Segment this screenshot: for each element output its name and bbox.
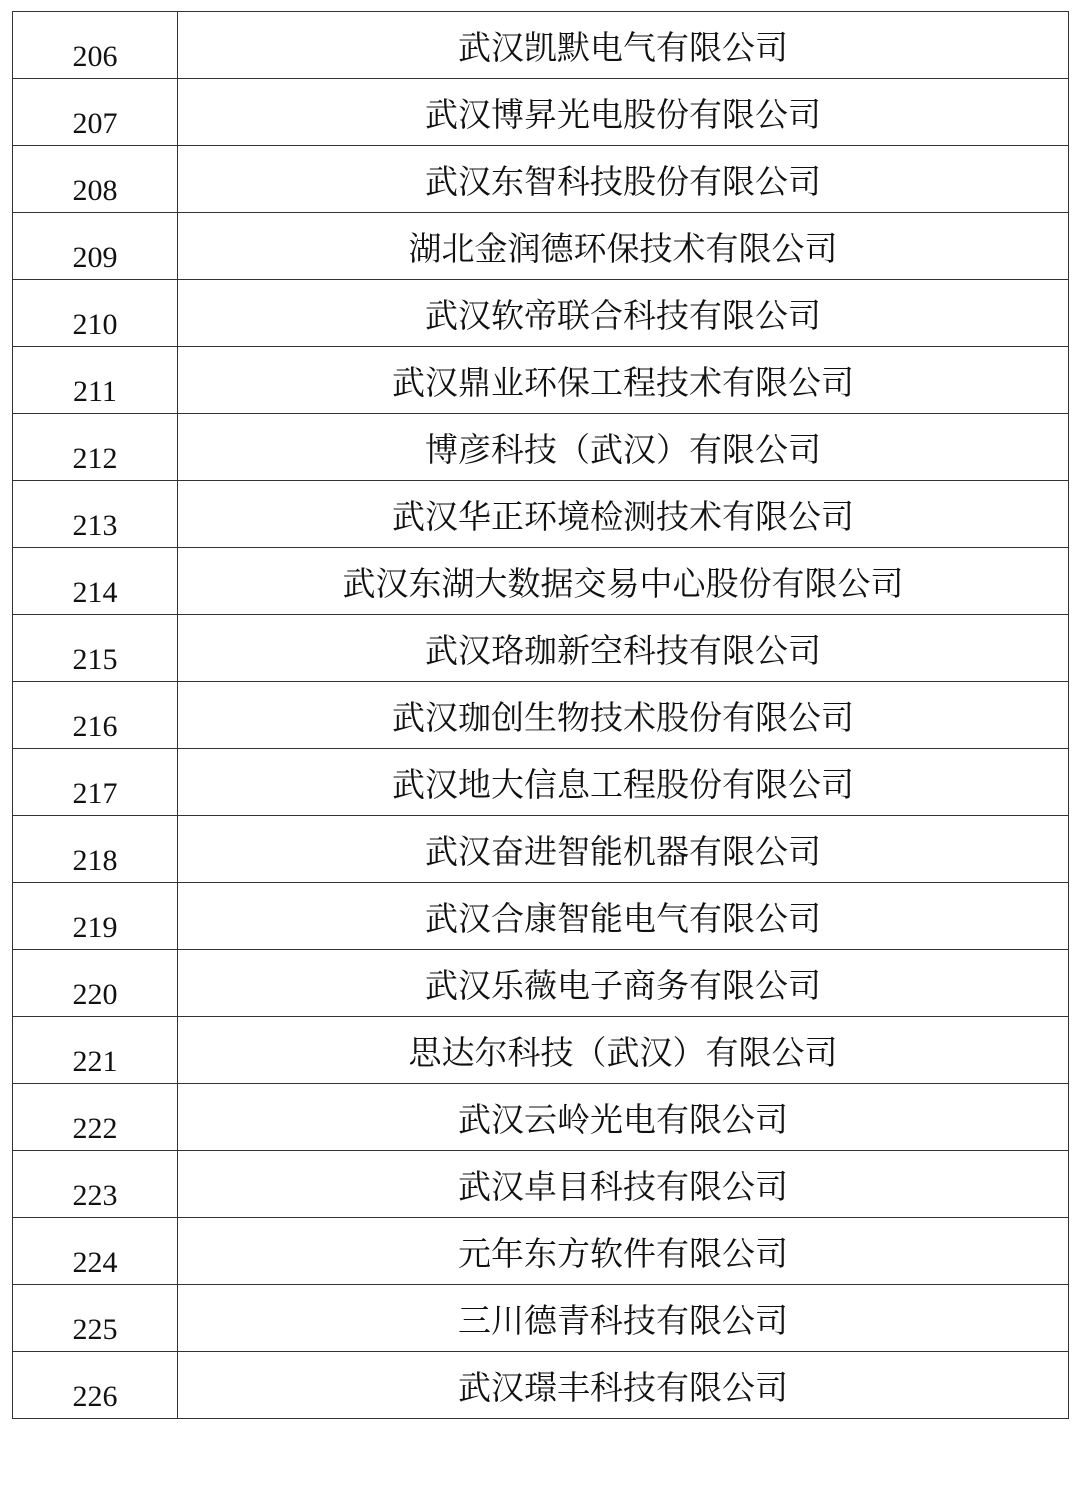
row-number-cell: 221 <box>13 1017 178 1084</box>
company-name-cell: 武汉合康智能电气有限公司 <box>178 883 1069 950</box>
row-number-cell: 215 <box>13 615 178 682</box>
table-row <box>13 1084 1069 1151</box>
row-number-cell: 211 <box>13 347 178 414</box>
table-body <box>13 12 1069 1419</box>
table-row <box>13 414 1069 481</box>
company-name-cell: 武汉鼎业环保工程技术有限公司 <box>178 347 1069 414</box>
row-number-cell: 209 <box>13 213 178 280</box>
table-row <box>13 682 1069 749</box>
company-name-cell: 武汉卓目科技有限公司 <box>178 1151 1069 1218</box>
table-row <box>13 1285 1069 1352</box>
table-row <box>13 347 1069 414</box>
company-name-cell: 武汉珈创生物技术股份有限公司 <box>178 682 1069 749</box>
company-name-cell: 武汉璟丰科技有限公司 <box>178 1352 1069 1419</box>
row-number-cell: 224 <box>13 1218 178 1285</box>
table-row <box>13 1352 1069 1419</box>
table-row <box>13 481 1069 548</box>
company-name-cell: 思达尔科技（武汉）有限公司 <box>178 1017 1069 1084</box>
row-number-cell: 217 <box>13 749 178 816</box>
row-number-cell: 218 <box>13 816 178 883</box>
company-list-table <box>12 11 1069 1419</box>
row-number-cell: 225 <box>13 1285 178 1352</box>
company-name-cell: 武汉东湖大数据交易中心股份有限公司 <box>178 548 1069 615</box>
row-number-cell: 206 <box>13 12 178 79</box>
row-number-cell: 214 <box>13 548 178 615</box>
company-name-cell: 武汉博昇光电股份有限公司 <box>178 79 1069 146</box>
company-name-cell: 武汉软帝联合科技有限公司 <box>178 280 1069 347</box>
row-number-cell: 213 <box>13 481 178 548</box>
company-name-cell: 武汉华正环境检测技术有限公司 <box>178 481 1069 548</box>
table-row <box>13 146 1069 213</box>
row-number-cell: 216 <box>13 682 178 749</box>
table-row <box>13 79 1069 146</box>
table-row <box>13 1218 1069 1285</box>
table-row <box>13 749 1069 816</box>
company-name-cell: 博彦科技（武汉）有限公司 <box>178 414 1069 481</box>
row-number-cell: 210 <box>13 280 178 347</box>
table-row <box>13 883 1069 950</box>
table-row <box>13 950 1069 1017</box>
company-name-cell: 武汉云岭光电有限公司 <box>178 1084 1069 1151</box>
table-row <box>13 548 1069 615</box>
company-name-cell: 三川德青科技有限公司 <box>178 1285 1069 1352</box>
table-row <box>13 1151 1069 1218</box>
company-name-cell: 武汉地大信息工程股份有限公司 <box>178 749 1069 816</box>
table-row <box>13 816 1069 883</box>
company-name-cell: 武汉乐薇电子商务有限公司 <box>178 950 1069 1017</box>
row-number-cell: 220 <box>13 950 178 1017</box>
row-number-cell: 212 <box>13 414 178 481</box>
company-name-cell: 湖北金润德环保技术有限公司 <box>178 213 1069 280</box>
row-number-cell: 208 <box>13 146 178 213</box>
table-row <box>13 280 1069 347</box>
table-row <box>13 213 1069 280</box>
table-row <box>13 1017 1069 1084</box>
company-name-cell: 元年东方软件有限公司 <box>178 1218 1069 1285</box>
company-name-cell: 武汉东智科技股份有限公司 <box>178 146 1069 213</box>
company-name-cell: 武汉珞珈新空科技有限公司 <box>178 615 1069 682</box>
table-row <box>13 615 1069 682</box>
row-number-cell: 223 <box>13 1151 178 1218</box>
row-number-cell: 226 <box>13 1352 178 1419</box>
company-name-cell: 武汉奋进智能机器有限公司 <box>178 816 1069 883</box>
row-number-cell: 219 <box>13 883 178 950</box>
table-row <box>13 12 1069 79</box>
company-name-cell: 武汉凯默电气有限公司 <box>178 12 1069 79</box>
row-number-cell: 207 <box>13 79 178 146</box>
row-number-cell: 222 <box>13 1084 178 1151</box>
